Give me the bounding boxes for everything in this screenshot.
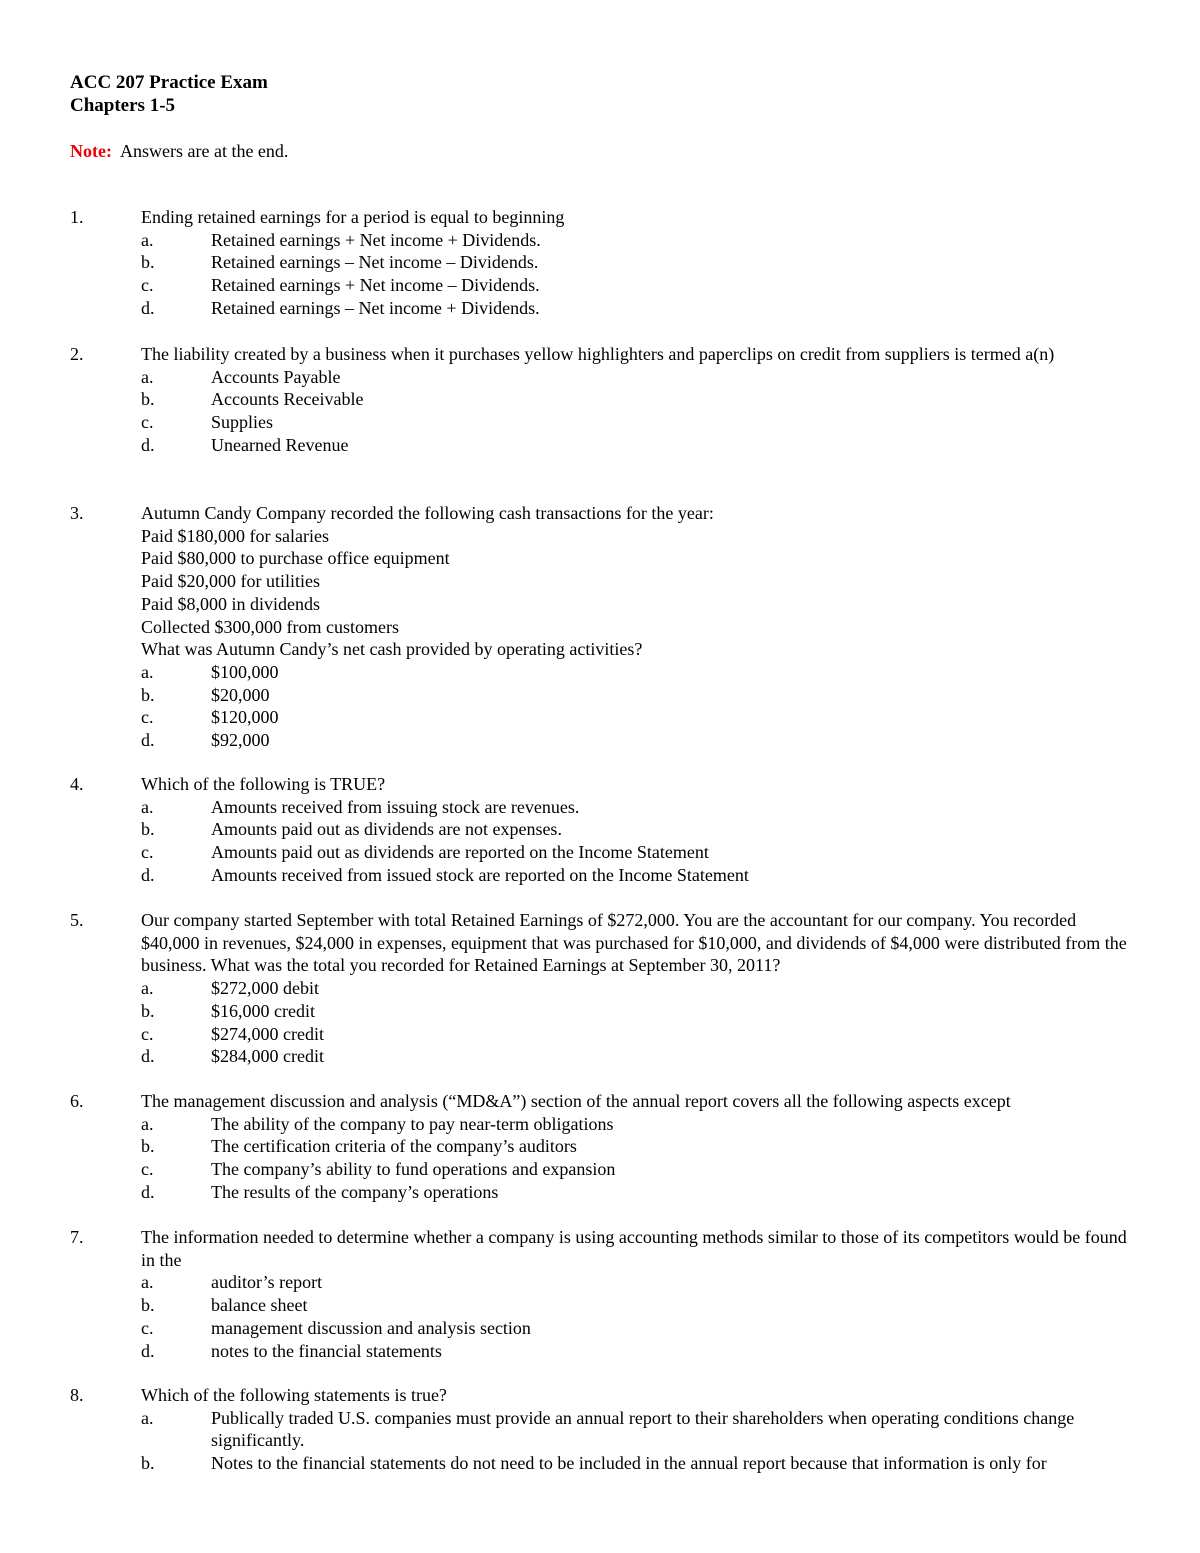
option-text: The company’s ability to fund operations and expansion — [211, 1159, 616, 1180]
option-text: Amounts received from issuing stock are revenues. — [211, 796, 580, 817]
option-letter: a. — [141, 978, 154, 999]
option-letter: c. — [141, 1023, 154, 1044]
question-number: 7. — [70, 1227, 84, 1247]
option-text: $100,000 — [211, 661, 279, 682]
answer-option — [0, 818, 1136, 841]
question-text: The liability created by a business when it purchases yellow highlighters and paperclips on credit from suppliers is termed a(n) — [141, 344, 1055, 364]
question-stem — [0, 1226, 1136, 1271]
note-text: Answers are at the end. — [119, 141, 289, 161]
answer-option — [0, 297, 1136, 320]
note-label: Note: — [70, 141, 112, 161]
question-detail-line: Paid $80,000 to purchase office equipment — [141, 548, 450, 569]
option-text: Amounts paid out as dividends are not expenses. — [211, 819, 562, 840]
option-text: $284,000 credit — [211, 1046, 324, 1067]
document-header — [70, 71, 268, 117]
answer-option — [0, 274, 1136, 297]
question-number: 1. — [70, 207, 84, 227]
option-letter: b. — [141, 389, 155, 410]
question-stem — [0, 1090, 1136, 1113]
option-letter: c. — [141, 412, 154, 433]
option-text: Publically traded U.S. companies must provide an annual report to their shareholders when operating conditions change significantly. — [211, 1407, 1075, 1451]
question-stem — [0, 502, 1136, 525]
answer-option — [0, 229, 1136, 252]
option-text: balance sheet — [211, 1295, 308, 1316]
option-letter: a. — [141, 661, 154, 682]
option-letter: c. — [141, 842, 154, 863]
answer-option — [0, 1045, 1136, 1068]
option-letter: a. — [141, 1272, 154, 1293]
question-detail-line: What was Autumn Candy’s net cash provided by operating activities? — [141, 639, 643, 660]
option-text: The ability of the company to pay near-term obligations — [211, 1113, 614, 1134]
answer-option — [0, 1023, 1136, 1046]
question-number: 4. — [70, 774, 84, 794]
option-letter: b. — [141, 819, 155, 840]
answer-option — [0, 661, 1136, 684]
answer-option — [0, 841, 1136, 864]
option-letter: a. — [141, 229, 154, 250]
option-letter: c. — [141, 1159, 154, 1180]
option-text: Accounts Payable — [211, 366, 341, 387]
option-letter: d. — [141, 864, 155, 885]
question-detail-line: Paid $8,000 in dividends — [141, 593, 320, 614]
answer-option — [0, 977, 1136, 1000]
question-detail-line: Paid $20,000 for utilities — [141, 571, 320, 592]
question-text: The information needed to determine whether a company is using accounting methods similar to those of its competitors would be found in the — [141, 1227, 1127, 1270]
answer-option — [0, 706, 1136, 729]
option-text: Retained earnings – Net income + Dividends. — [211, 297, 540, 318]
question-detail-line: Collected $300,000 from customers — [141, 616, 399, 637]
option-text: Unearned Revenue — [211, 434, 349, 455]
answer-option — [0, 251, 1136, 274]
option-letter: c. — [141, 707, 154, 728]
option-text: notes to the financial statements — [211, 1340, 442, 1361]
question-number: 6. — [70, 1091, 84, 1111]
question-6 — [0, 1090, 1200, 1204]
answer-option — [0, 1340, 1136, 1363]
question-stem — [0, 1384, 1136, 1407]
question-8 — [0, 1384, 1200, 1475]
option-letter: b. — [141, 252, 155, 273]
question-stem — [0, 343, 1136, 366]
answer-option — [0, 1135, 1136, 1158]
option-text: Retained earnings + Net income + Dividends. — [211, 229, 541, 250]
option-text: Notes to the financial statements do not need to be included in the annual report because that information is only for — [211, 1453, 1047, 1474]
option-letter: d. — [141, 1046, 155, 1067]
option-text: Supplies — [211, 412, 274, 433]
question-number: 3. — [70, 503, 84, 523]
answer-option — [0, 1271, 1136, 1294]
answer-option — [0, 864, 1136, 887]
option-letter: d. — [141, 1340, 155, 1361]
answer-option — [0, 1452, 1136, 1475]
question-number: 5. — [70, 910, 84, 930]
answer-option — [0, 1407, 1136, 1452]
answer-option — [0, 729, 1136, 752]
option-text: $272,000 debit — [211, 978, 319, 999]
exam-subtitle: Chapters 1-5 — [70, 95, 176, 116]
option-letter: b. — [141, 1453, 155, 1474]
option-letter: a. — [141, 366, 154, 387]
question-5 — [0, 909, 1200, 1068]
exam-title: ACC 207 Practice Exam — [70, 72, 268, 93]
option-letter: a. — [141, 796, 154, 817]
question-3 — [0, 502, 1200, 752]
option-text: The results of the company’s operations — [211, 1181, 499, 1202]
note-line — [70, 140, 288, 163]
option-text: Retained earnings – Net income – Dividends. — [211, 252, 539, 273]
option-letter: b. — [141, 684, 155, 705]
question-4 — [0, 773, 1200, 887]
option-text: $120,000 — [211, 707, 279, 728]
option-text: auditor’s report — [211, 1272, 323, 1293]
question-text: The management discussion and analysis (“MD&A”) section of the annual report covers all the following aspects except — [141, 1091, 1011, 1111]
answer-option — [0, 388, 1136, 411]
option-text: management discussion and analysis section — [211, 1317, 531, 1338]
question-text: Autumn Candy Company recorded the following cash transactions for the year: — [141, 503, 714, 523]
option-text: Accounts Receivable — [211, 389, 364, 410]
option-text: The certification criteria of the company’s auditors — [211, 1136, 577, 1157]
question-detail-line: Paid $180,000 for salaries — [141, 525, 329, 546]
option-letter: d. — [141, 297, 155, 318]
question-number: 2. — [70, 344, 84, 364]
option-text: Retained earnings + Net income – Dividends. — [211, 275, 540, 296]
question-stem — [0, 773, 1136, 796]
question-text: Ending retained earnings for a period is equal to beginning — [141, 207, 565, 227]
option-letter: d. — [141, 434, 155, 455]
option-letter: b. — [141, 1000, 155, 1021]
option-text: $20,000 — [211, 684, 270, 705]
answer-option — [0, 366, 1136, 389]
question-stem — [0, 909, 1136, 977]
option-letter: c. — [141, 1317, 154, 1338]
answer-option — [0, 1113, 1136, 1136]
question-2 — [0, 343, 1200, 457]
answer-option — [0, 796, 1136, 819]
option-letter: a. — [141, 1407, 154, 1428]
answer-option — [0, 411, 1136, 434]
answer-option — [0, 684, 1136, 707]
answer-option — [0, 1294, 1136, 1317]
option-letter: a. — [141, 1113, 154, 1134]
question-7 — [0, 1226, 1200, 1362]
question-stem — [0, 206, 1136, 229]
question-number: 8. — [70, 1385, 84, 1405]
question-text: Which of the following is TRUE? — [141, 774, 386, 794]
question-1 — [0, 206, 1200, 320]
option-text: Amounts received from issued stock are reported on the Income Statement — [211, 864, 749, 885]
option-text: $274,000 credit — [211, 1023, 324, 1044]
answer-option — [0, 1000, 1136, 1023]
question-text: Which of the following statements is true? — [141, 1385, 447, 1405]
option-letter: d. — [141, 1181, 155, 1202]
option-text: $92,000 — [211, 730, 270, 751]
answer-option — [0, 1158, 1136, 1181]
option-text: $16,000 credit — [211, 1000, 315, 1021]
answer-option — [0, 1181, 1136, 1204]
option-letter: b. — [141, 1295, 155, 1316]
answer-option — [0, 1317, 1136, 1340]
answer-option — [0, 434, 1136, 457]
option-letter: b. — [141, 1136, 155, 1157]
question-text: Our company started September with total Retained Earnings of $272,000. You are the accountant for our company. You recorded $40,000 in revenues, $24,000 in expenses, equipment that was purchased for $10,000, and dividends of $4,000 were distributed from the business. What was the total you recorded for Retained Earnings at September 30, 2011? — [141, 910, 1127, 976]
option-letter: c. — [141, 275, 154, 296]
option-letter: d. — [141, 730, 155, 751]
option-text: Amounts paid out as dividends are reported on the Income Statement — [211, 842, 709, 863]
